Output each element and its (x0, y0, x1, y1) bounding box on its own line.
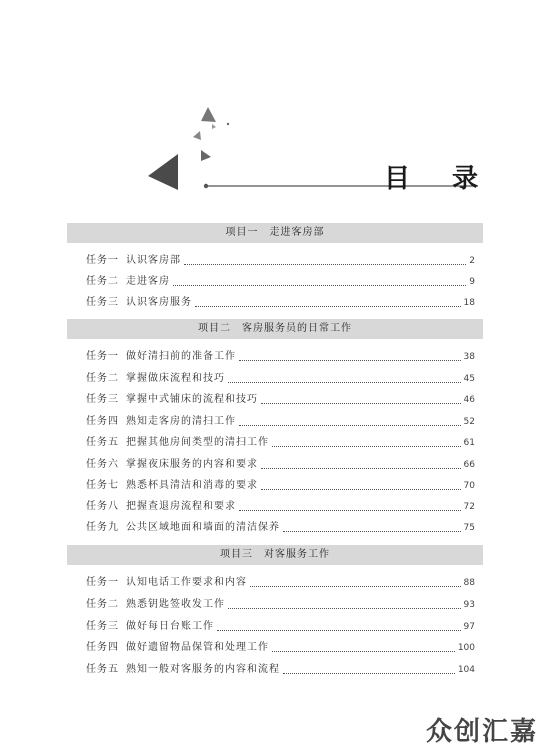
task-name: 把握查退房流程和要求 (126, 501, 236, 512)
page-number: 45 (463, 374, 475, 384)
task-name: 熟知一般对客服务的内容和流程 (126, 664, 280, 675)
task-name: 做好每日台账工作 (126, 621, 214, 632)
toc-entry[interactable] (86, 641, 475, 655)
page-title: 目录 (383, 164, 520, 194)
toc-entry[interactable] (86, 663, 475, 677)
small-triangle-icon (193, 131, 201, 140)
toc-entry[interactable] (86, 372, 475, 386)
small-triangle-icon (201, 150, 211, 161)
toc-entry[interactable] (86, 393, 475, 407)
toc-entry[interactable] (86, 598, 475, 612)
task-name: 掌握中式铺床的流程和技巧 (126, 394, 258, 405)
task-number: 任务二 (86, 599, 119, 610)
small-triangle-icon (201, 107, 216, 122)
section-heading: 项目一 走进客房部 (67, 223, 483, 243)
page-number: 52 (463, 417, 475, 427)
page-number: 104 (457, 665, 475, 675)
page-number: 18 (463, 298, 475, 308)
task-name: 熟知走客房的清扫工作 (126, 416, 236, 427)
leader-dots (239, 509, 461, 511)
task-name: 熟悉钥匙签收发工作 (126, 599, 225, 610)
task-name: 认知电话工作要求和内容 (126, 577, 247, 588)
task-number: 任务八 (86, 501, 119, 512)
task-name: 熟悉杯具清洁和消毒的要求 (126, 480, 258, 491)
leader-dots (283, 672, 455, 674)
task-number: 任务三 (86, 621, 119, 632)
toc-entry[interactable] (86, 275, 475, 289)
task-name: 把握其他房间类型的清扫工作 (126, 437, 269, 448)
leader-dots (261, 467, 461, 469)
page-number: 70 (463, 481, 475, 491)
page-number: 38 (463, 352, 475, 362)
page-number: 97 (463, 622, 475, 632)
leader-dots (261, 488, 461, 490)
leader-dots (195, 305, 461, 307)
toc-entry[interactable] (86, 620, 475, 634)
page-number: 66 (463, 460, 475, 470)
task-name: 认识客房服务 (126, 297, 192, 308)
task-number: 任务二 (86, 276, 119, 287)
toc-entry[interactable] (86, 296, 475, 310)
task-name: 认识客房部 (126, 255, 181, 266)
task-name: 做好遗留物品保管和处理工作 (126, 642, 269, 653)
task-number: 任务四 (86, 416, 119, 427)
task-number: 任务九 (86, 522, 119, 533)
task-name: 掌握夜床服务的内容和要求 (126, 459, 258, 470)
toc-entry[interactable] (86, 479, 475, 493)
page-number: 72 (463, 502, 475, 512)
page-number: 100 (457, 643, 475, 653)
task-number: 任务五 (86, 437, 119, 448)
task-number: 任务一 (86, 351, 119, 362)
task-number: 任务六 (86, 459, 119, 470)
leader-dots (272, 445, 461, 447)
page-number: 75 (463, 523, 475, 533)
leader-dots (173, 284, 466, 286)
task-number: 任务七 (86, 480, 119, 491)
rule-end-dot (204, 184, 208, 188)
leader-dots (228, 381, 461, 383)
toc-entry[interactable] (86, 576, 475, 590)
toc-entry[interactable] (86, 254, 475, 268)
page-number: 9 (469, 277, 475, 287)
toc-entry[interactable] (86, 458, 475, 472)
section-heading: 项目三 对客服务工作 (67, 545, 483, 565)
toc-entry[interactable] (86, 500, 475, 514)
page-number: 93 (463, 600, 475, 610)
leader-dots (261, 402, 461, 404)
large-triangle-icon (148, 154, 178, 190)
task-number: 任务三 (86, 394, 119, 405)
task-number: 任务一 (86, 255, 119, 266)
leader-dots (228, 607, 461, 609)
toc-entry[interactable] (86, 521, 475, 535)
leader-dots (239, 424, 461, 426)
leader-dots (217, 629, 461, 631)
tiny-triangle-icon (212, 124, 216, 129)
page-number: 46 (463, 395, 475, 405)
task-name: 做好清扫前的准备工作 (126, 351, 236, 362)
dot-icon (227, 123, 229, 125)
leader-dots (239, 359, 461, 361)
leader-dots (184, 263, 466, 265)
task-number: 任务五 (86, 664, 119, 675)
task-number: 任务四 (86, 642, 119, 653)
leader-dots (272, 650, 455, 652)
toc-entry[interactable] (86, 436, 475, 450)
toc-entry[interactable] (86, 415, 475, 429)
task-number: 任务一 (86, 577, 119, 588)
leader-dots (283, 530, 461, 532)
task-name: 公共区域地面和墙面的清洁保养 (126, 522, 280, 533)
page-number: 88 (463, 578, 475, 588)
watermark-logo: 众创汇嘉 (425, 717, 538, 747)
task-number: 任务三 (86, 297, 119, 308)
task-number: 任务二 (86, 373, 119, 384)
page-number: 2 (469, 256, 475, 266)
leader-dots (250, 585, 461, 587)
section-heading: 项目二 客房服务员的日常工作 (67, 319, 483, 339)
task-name: 掌握做床流程和技巧 (126, 373, 225, 384)
task-name: 走进客房 (126, 276, 170, 287)
page-number: 61 (463, 438, 475, 448)
toc-entry[interactable] (86, 350, 475, 364)
